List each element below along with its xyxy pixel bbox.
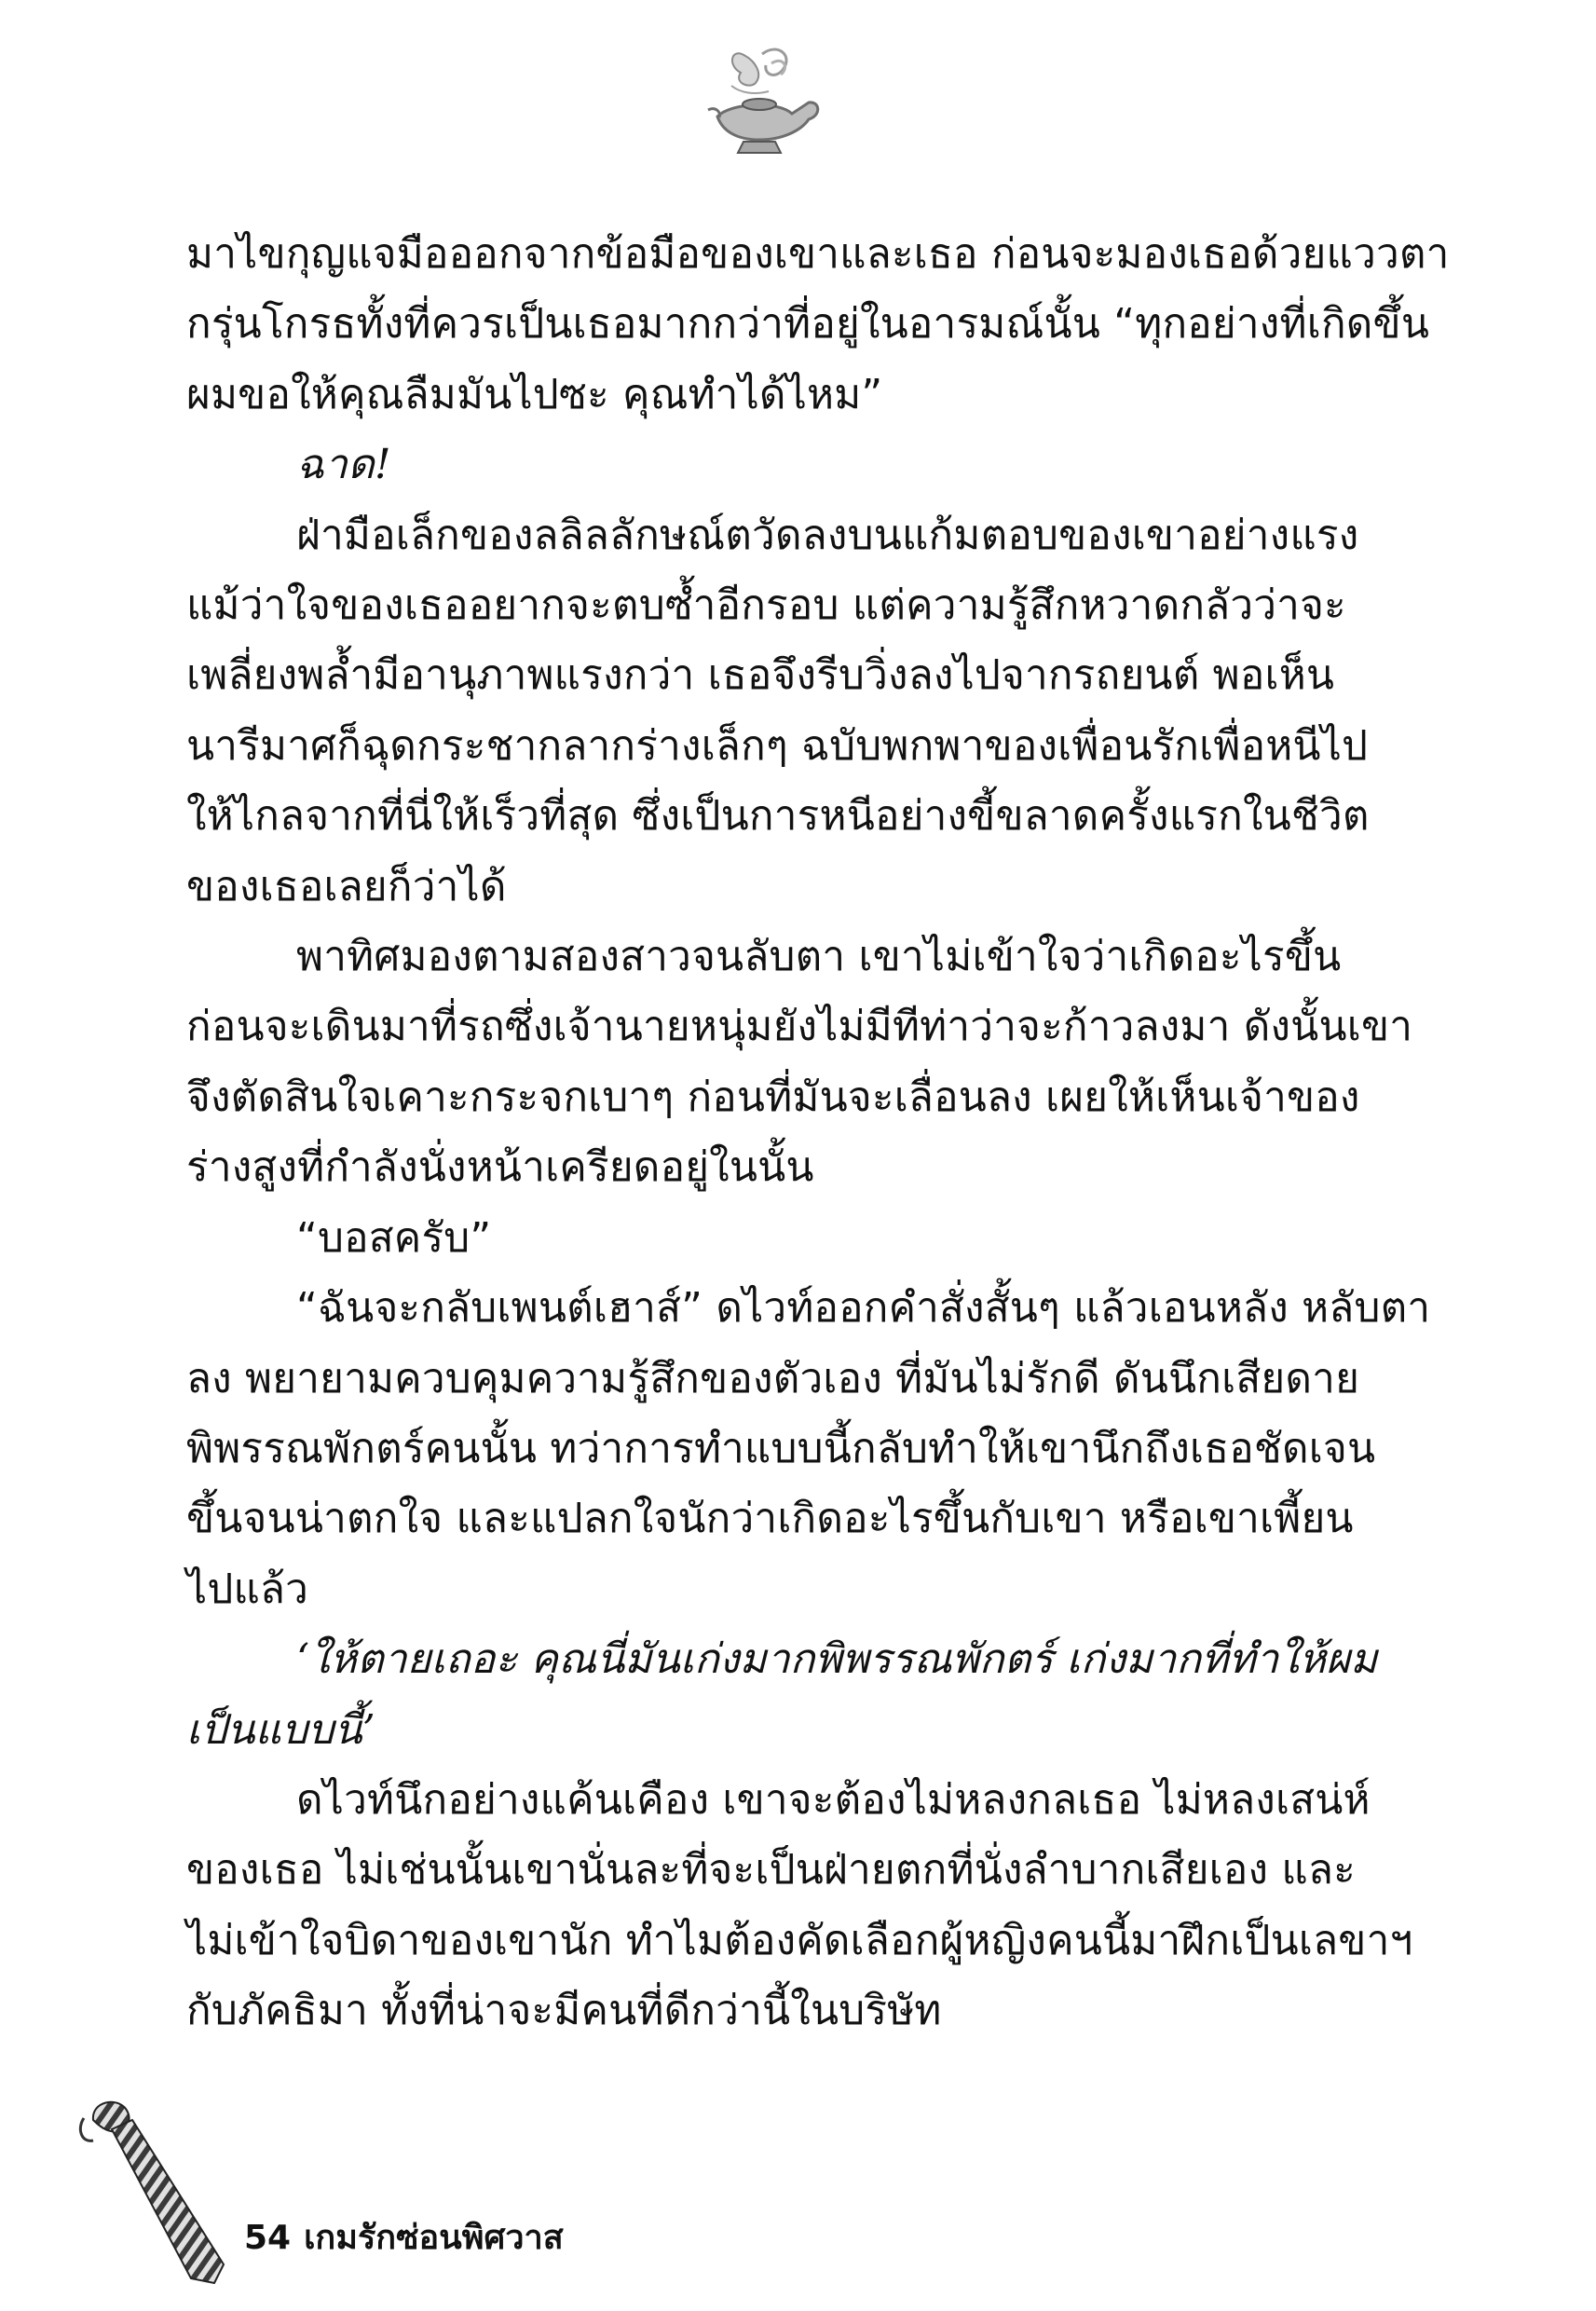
line-text: เพลี่ยงพล้ำมีอานุภาพแรงกว่า เธอจึงรีบวิ่งลงไปจากรถยนต์ พอเห็น — [186, 651, 1335, 700]
text-line — [186, 289, 1430, 359]
line-text: ของเธอเลยก็ว่าได้ — [186, 862, 507, 910]
line-text: ก่อนจะเดินมาที่รถซึ่งเจ้านายหนุ่มยังไม่มีทีท่าว่าจะก้าวลงมา ดังนั้นเขา — [186, 1003, 1413, 1051]
text-line — [186, 922, 1342, 991]
line-text: ผมขอให้คุณลืมมันไปซะ คุณทำได้ไหม” — [186, 370, 883, 418]
text-line — [186, 1695, 1328, 1765]
line-text: ให้ไกลจากที่นี่ให้เร็วที่สุด ซึ่งเป็นการหนีอย่างขี้ขลาดครั้งแรกในชีวิต — [186, 792, 1370, 841]
text-line — [186, 430, 1328, 499]
text-line — [186, 640, 1335, 710]
text-line — [186, 1554, 1328, 1624]
text-line — [186, 711, 1369, 781]
line-text: นารีมาศก็ฉุดกระชากลากร่างเล็กๆ ฉบับพกพาของเพื่อนรักเพื่อหนีไป — [186, 721, 1369, 770]
text-line — [186, 360, 1328, 430]
line-text: ดไวท์นึกอย่างแค้นเคือง เขาจะต้องไม่หลงกลเธอ ไม่หลงเสน่ห์ — [296, 1775, 1371, 1824]
text-line — [186, 1835, 1356, 1905]
line-text: ฝ่ามือเล็กของลลิลลักษณ์ตวัดลงบนแก้มตอบของเขาอย่างแรง — [296, 511, 1359, 559]
line-text: พิพรรณพักตร์คนนั้น ทว่าการทำแบบนี้กลับทำให้เขานึกถึงเธอชัดเจน — [186, 1424, 1376, 1472]
page-number: 54 — [244, 2219, 292, 2257]
text-line — [186, 500, 1359, 570]
line-text: ‘ให้ตายเถอะ คุณนี่มันเก่งมากพิพรรณพักตร์ เก่งมากที่ทำให้ผม — [296, 1635, 1378, 1684]
page-footer — [244, 2210, 564, 2263]
line-text: “ฉันจะกลับเพนต์เฮาส์” ดไวท์ออกคำสั่งสั้นๆ แล้วเอนหลัง หลับตา — [296, 1284, 1431, 1333]
text-line — [186, 1414, 1376, 1484]
line-text: ไม่เข้าใจบิดาของเขานัก ทำไมต้องคัดเลือกผู้หญิงคนนี้มาฝึกเป็นเลขาฯ — [186, 1916, 1413, 1964]
text-line — [186, 1273, 1431, 1343]
text-line — [186, 219, 1450, 289]
necktie-ornament-icon — [75, 2092, 233, 2292]
line-text: กับภัคธิมา ทั้งที่น่าจะมีคนที่ดีกว่านี้ในบริษัท — [186, 1987, 942, 2035]
line-text: พาทิศมองตามสองสาวจนลับตา เขาไม่เข้าใจว่าเกิดอะไรขึ้น — [296, 933, 1342, 981]
line-text: ไปแล้ว — [186, 1565, 309, 1613]
line-text: ฉาด! — [296, 441, 391, 489]
text-line — [186, 1132, 1328, 1202]
text-line — [186, 1344, 1360, 1414]
line-text: เป็นแบบนี้’ — [186, 1705, 375, 1754]
genie-lamp-ornament-icon — [689, 37, 829, 177]
line-text: “บอสครับ” — [296, 1213, 492, 1262]
text-line — [186, 991, 1413, 1061]
line-text: แม้ว่าใจของเธออยากจะตบซ้ำอีกรอบ แต่ความรู้สึกหวาดกลัวว่าจะ — [186, 581, 1346, 630]
book-title: เกมรักซ่อนพิศวาส — [304, 2219, 564, 2257]
text-line — [186, 1624, 1378, 1694]
text-line — [186, 1062, 1360, 1132]
body-text — [186, 219, 1450, 2046]
text-line — [186, 1976, 1328, 2045]
text-line — [186, 570, 1346, 640]
line-text: จึงตัดสินใจเคาะกระจกเบาๆ ก่อนที่มันจะเลื่อนลง เผยให้เห็นเจ้าของ — [186, 1073, 1360, 1121]
text-line — [186, 1765, 1371, 1835]
text-line — [186, 852, 1328, 922]
line-text: มาไขกุญแจมือออกจากข้อมือของเขาและเธอ ก่อนจะมองเธอด้วยแววตา — [186, 230, 1450, 278]
line-text: ลง พยายามควบคุมความรู้สึกของตัวเอง ที่มันไม่รักดี ดันนึกเสียดาย — [186, 1354, 1360, 1402]
text-line — [186, 781, 1370, 851]
text-line — [186, 1906, 1413, 1976]
line-text: ขึ้นจนน่าตกใจ และแปลกใจนักว่าเกิดอะไรขึ้นกับเขา หรือเขาเพี้ยน — [186, 1495, 1354, 1543]
text-line — [186, 1203, 1328, 1273]
line-text: ร่างสูงที่กำลังนั่งหน้าเครียดอยู่ในนั้น — [186, 1143, 814, 1192]
line-text: กรุ่นโกรธทั้งที่ควรเป็นเธอมากกว่าที่อยู่ในอารมณ์นั้น “ทุกอย่างที่เกิดขึ้น — [186, 300, 1430, 349]
line-text: ของเธอ ไม่เช่นนั้นเขานั่นละที่จะเป็นฝ่ายตกที่นั่งลำบากเสียเอง และ — [186, 1846, 1356, 1894]
text-line — [186, 1484, 1354, 1553]
